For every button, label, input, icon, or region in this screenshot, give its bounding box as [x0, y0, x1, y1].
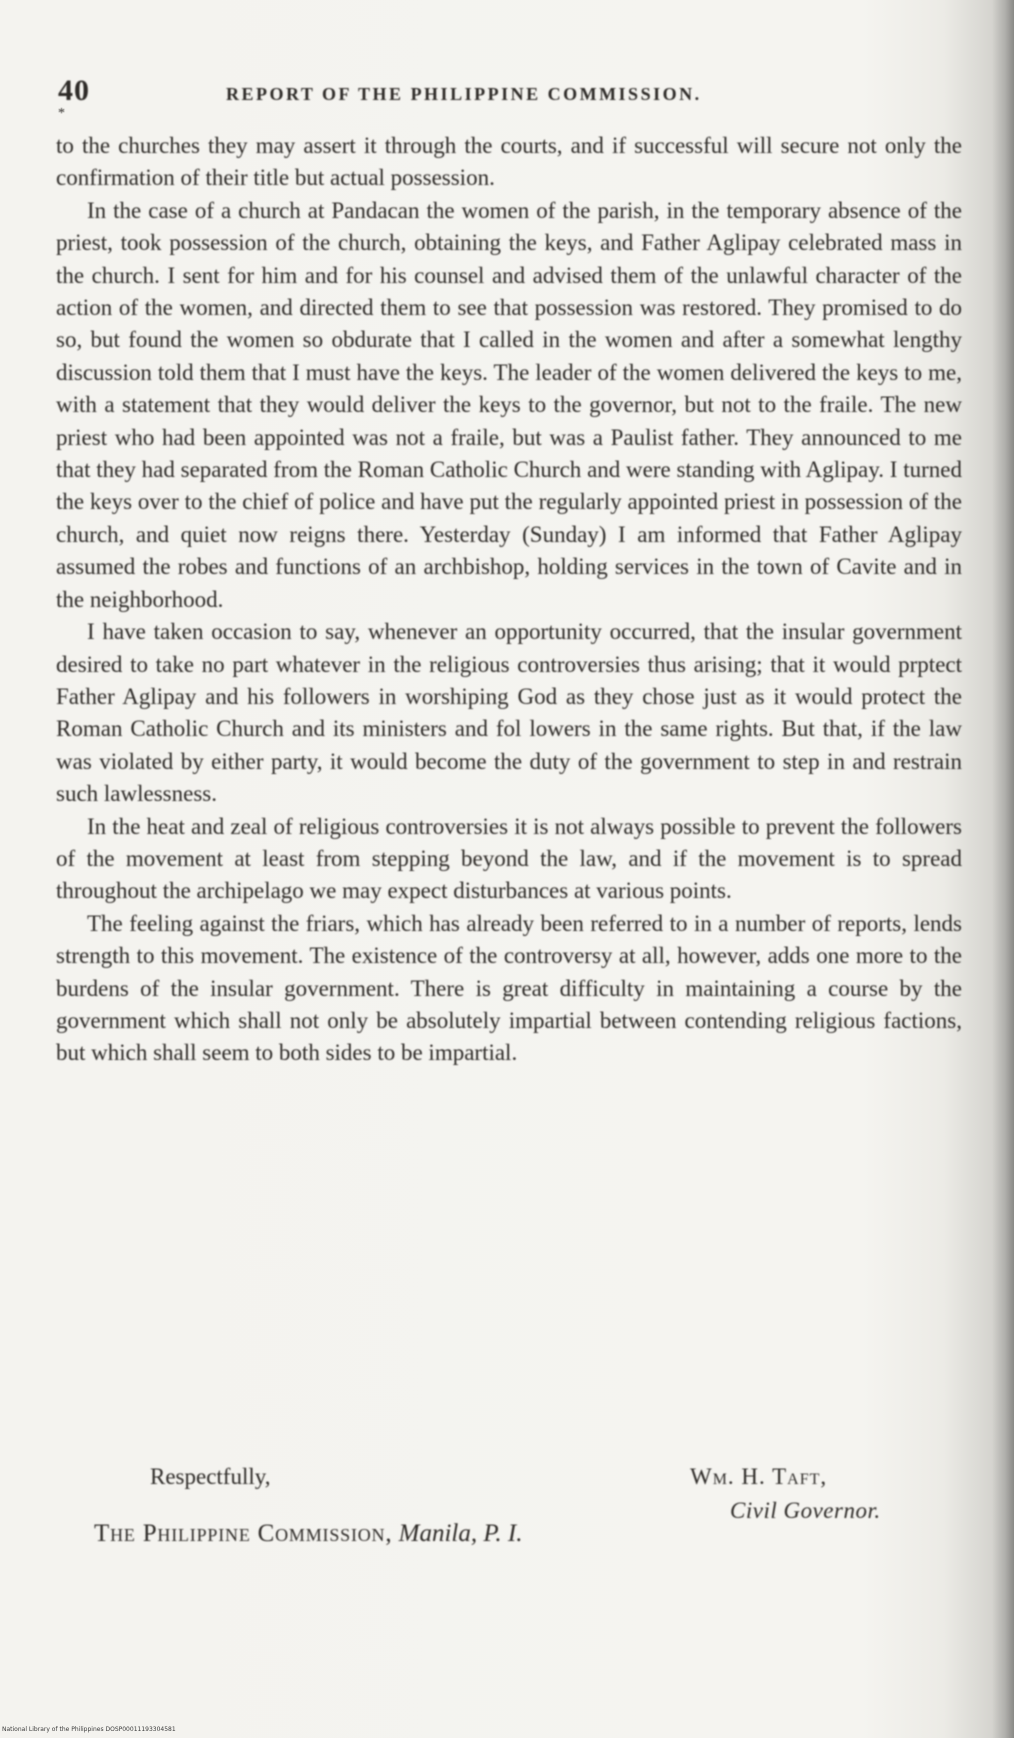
body-text — [56, 130, 962, 1070]
salutation: Respectfully, — [150, 1464, 271, 1489]
signer-title: Civil Governor. — [730, 1498, 881, 1523]
paragraph-insular-government: I have taken occasion to say, whenever an opportunity occurred, that the insular government desired to take no part whatever in the religious controversies thus arising; that it would prptect Father Aglipay and his followers in worshiping God as they chose just as it would protect the Roman Catholic Church and its ministers and fol lowers in the same rights. But that, if the law was violated by either party, it would become the duty of the government to step in and restrain such lawlessness. — [56, 619, 962, 807]
page-header — [58, 74, 958, 114]
signer-name: Wm. H. Taft, — [690, 1464, 828, 1489]
scan-credit: National Library of the Philippines DOSP00011193304581 — [2, 1726, 176, 1733]
addressee-place: Manila, P. I. — [398, 1520, 523, 1547]
margin-marker: * — [58, 106, 65, 121]
addressee-line — [94, 1520, 523, 1548]
paragraph-pandacan: In the case of a church at Pandacan the women of the parish, in the temporary absence of the priest, took possession of the church, obtaining the keys, and Father Aglipay celebrated mass in the church. I sent for him and for his counsel and advised them of the unlawful character of the action of the women, and directed them to see that possession was restored. They promised to do so, but found the women so obdurate that I called in the women and after a somewhat lengthy discussion told them that I must have the keys. The leader of the women delivered the keys to me, with a statement that they would deliver the keys to the governor, but not to the fraile. The new priest who had been appointed was not a fraile, but was a Paulist father. They announced to me that they had separated from the Roman Catholic Church and were standing with Aglipay. I turned the keys over to the chief of police and have put the regularly appointed priest in possession of the church, and quiet now reigns there. Yesterday (Sunday) I am informed that Father Aglipay assumed the robes and functions of an archbishop, holding services in the town of Cavite and in the neighborhood. — [56, 197, 962, 612]
addressee-name: The Philippine Commission, — [94, 1520, 393, 1547]
page-edge-shadow — [992, 0, 1014, 1738]
paragraph-friars: The feeling against the friars, which has already been referred to in a number of reports, lends strength to this movement. The existence of the controversy at all, however, adds one more to the burdens of the insular government. There is great difficulty in maintaining a course by the government which shall not only be absolutely impartial between contending religious factions, but which shall seem to both sides to be impartial. — [56, 910, 962, 1066]
running-head: REPORT OF THE PHILIPPINE COMMISSION. — [226, 84, 702, 104]
paragraph-religious-controversies: In the heat and zeal of religious controversies it is not always possible to prevent the followers of the movement at least from stepping beyond the law, and if the movement is to spread throughout the archipelago we may expect disturbances at various points. — [56, 813, 962, 904]
paragraph-continued: to the churches they may assert it through the courts, and if successful will secure not only the confirmation of their title but actual possession. — [56, 133, 962, 191]
page-number: 40 — [58, 74, 90, 107]
